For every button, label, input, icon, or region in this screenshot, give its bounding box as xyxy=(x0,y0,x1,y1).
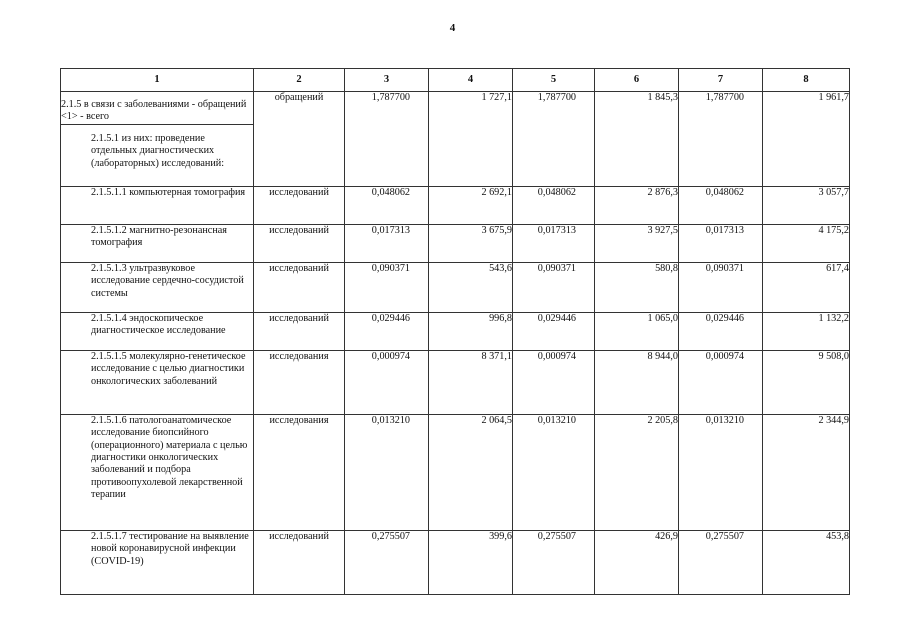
value-cell: 1,787700 xyxy=(345,92,429,187)
column-header: 2 xyxy=(254,69,345,92)
table-row xyxy=(61,530,850,594)
value-cell: 3 927,5 xyxy=(595,224,679,262)
value-cell: 426,9 xyxy=(595,530,679,594)
value-cell: 9 508,0 xyxy=(763,350,850,414)
value-cell: 453,8 xyxy=(763,530,850,594)
table-row xyxy=(61,224,850,262)
value-cell: 617,4 xyxy=(763,262,850,312)
row-unit-cell: исследования xyxy=(254,414,345,530)
row-subheading-text: 2.1.5.1 из них: проведение отдельных диагностических (лабораторных) исследований: xyxy=(91,132,225,169)
row-name-text: 2.1.5 в связи с заболеваниями - обращений <1> - всего xyxy=(61,99,247,123)
row-name-cell: 2.1.5.1.3 ультразвуковое исследование сердечно-сосудистой системы xyxy=(61,262,254,312)
row-unit-cell: исследований xyxy=(254,312,345,350)
value-cell: 8 944,0 xyxy=(595,350,679,414)
value-cell: 2 692,1 xyxy=(429,186,513,224)
table-row xyxy=(61,186,850,224)
value-cell: 399,6 xyxy=(429,530,513,594)
row-unit-cell: обращений xyxy=(254,92,345,187)
value-cell: 0,029446 xyxy=(345,312,429,350)
row-name-cell: 2.1.5.1.4 эндоскопическое диагностическое исследование xyxy=(61,312,254,350)
value-cell: 0,013210 xyxy=(345,414,429,530)
value-cell: 0,048062 xyxy=(345,186,429,224)
value-cell: 0,048062 xyxy=(513,186,595,224)
table-row xyxy=(61,414,850,530)
value-cell: 996,8 xyxy=(429,312,513,350)
value-cell: 8 371,1 xyxy=(429,350,513,414)
column-header: 8 xyxy=(763,69,850,92)
value-cell: 1 065,0 xyxy=(595,312,679,350)
row-unit-cell: исследований xyxy=(254,530,345,594)
value-cell: 0,000974 xyxy=(679,350,763,414)
value-cell: 3 057,7 xyxy=(763,186,850,224)
value-cell: 0,029446 xyxy=(679,312,763,350)
column-header: 1 xyxy=(61,69,254,92)
value-cell: 3 675,9 xyxy=(429,224,513,262)
table-row-group xyxy=(61,92,850,125)
value-cell: 0,017313 xyxy=(345,224,429,262)
value-cell: 0,048062 xyxy=(679,186,763,224)
column-header: 5 xyxy=(513,69,595,92)
value-cell: 2 064,5 xyxy=(429,414,513,530)
row-name-cell: 2.1.5.1.7 тестирование на выявление новой коронавирусной инфекции (COVID-19) xyxy=(61,530,254,594)
value-cell: 1 845,3 xyxy=(595,92,679,187)
value-cell: 0,090371 xyxy=(345,262,429,312)
table-row xyxy=(61,262,850,312)
value-cell: 2 876,3 xyxy=(595,186,679,224)
row-name-cell: 2.1.5.1.5 молекулярно-генетическое исследование с целью диагностики онкологических заболеваний xyxy=(61,350,254,414)
value-cell: 543,6 xyxy=(429,262,513,312)
table-row xyxy=(61,312,850,350)
value-cell: 1 132,2 xyxy=(763,312,850,350)
row-unit-cell: исследования xyxy=(254,350,345,414)
value-cell: 0,275507 xyxy=(513,530,595,594)
value-cell: 580,8 xyxy=(595,262,679,312)
value-cell: 0,275507 xyxy=(345,530,429,594)
row-name-cell xyxy=(61,92,254,125)
page-number: 4 xyxy=(449,22,456,34)
value-cell: 0,017313 xyxy=(679,224,763,262)
value-cell: 1 961,7 xyxy=(763,92,850,187)
value-cell: 4 175,2 xyxy=(763,224,850,262)
column-header: 6 xyxy=(595,69,679,92)
header-row xyxy=(61,69,850,92)
value-cell: 0,000974 xyxy=(513,350,595,414)
table-row xyxy=(61,350,850,414)
value-cell: 2 205,8 xyxy=(595,414,679,530)
value-cell: 0,029446 xyxy=(513,312,595,350)
column-header: 3 xyxy=(345,69,429,92)
row-name-cell: 2.1.5.1.1 компьютерная томография xyxy=(61,186,254,224)
row-unit-cell: исследований xyxy=(254,186,345,224)
value-cell: 0,013210 xyxy=(679,414,763,530)
data-table xyxy=(60,68,850,595)
column-header: 4 xyxy=(429,69,513,92)
row-unit-cell: исследований xyxy=(254,224,345,262)
value-cell: 0,000974 xyxy=(345,350,429,414)
value-cell: 0,013210 xyxy=(513,414,595,530)
row-name-cell: 2.1.5.1.2 магнитно-резонансная томография xyxy=(61,224,254,262)
value-cell: 0,275507 xyxy=(679,530,763,594)
value-cell: 2 344,9 xyxy=(763,414,850,530)
value-cell: 0,090371 xyxy=(679,262,763,312)
value-cell: 0,017313 xyxy=(513,224,595,262)
value-cell: 1,787700 xyxy=(513,92,595,187)
value-cell: 0,090371 xyxy=(513,262,595,312)
value-cell: 1,787700 xyxy=(679,92,763,187)
column-header: 7 xyxy=(679,69,763,92)
row-unit-cell: исследований xyxy=(254,262,345,312)
value-cell: 1 727,1 xyxy=(429,92,513,187)
row-name-cell: 2.1.5.1.6 патологоанатомическое исследование биопсийного (операционного) материала с целью диагностики онкологических заболеваний и подбора противоопухолевой лекарственной терапии xyxy=(61,414,254,530)
row-subheading-cell xyxy=(61,124,254,186)
